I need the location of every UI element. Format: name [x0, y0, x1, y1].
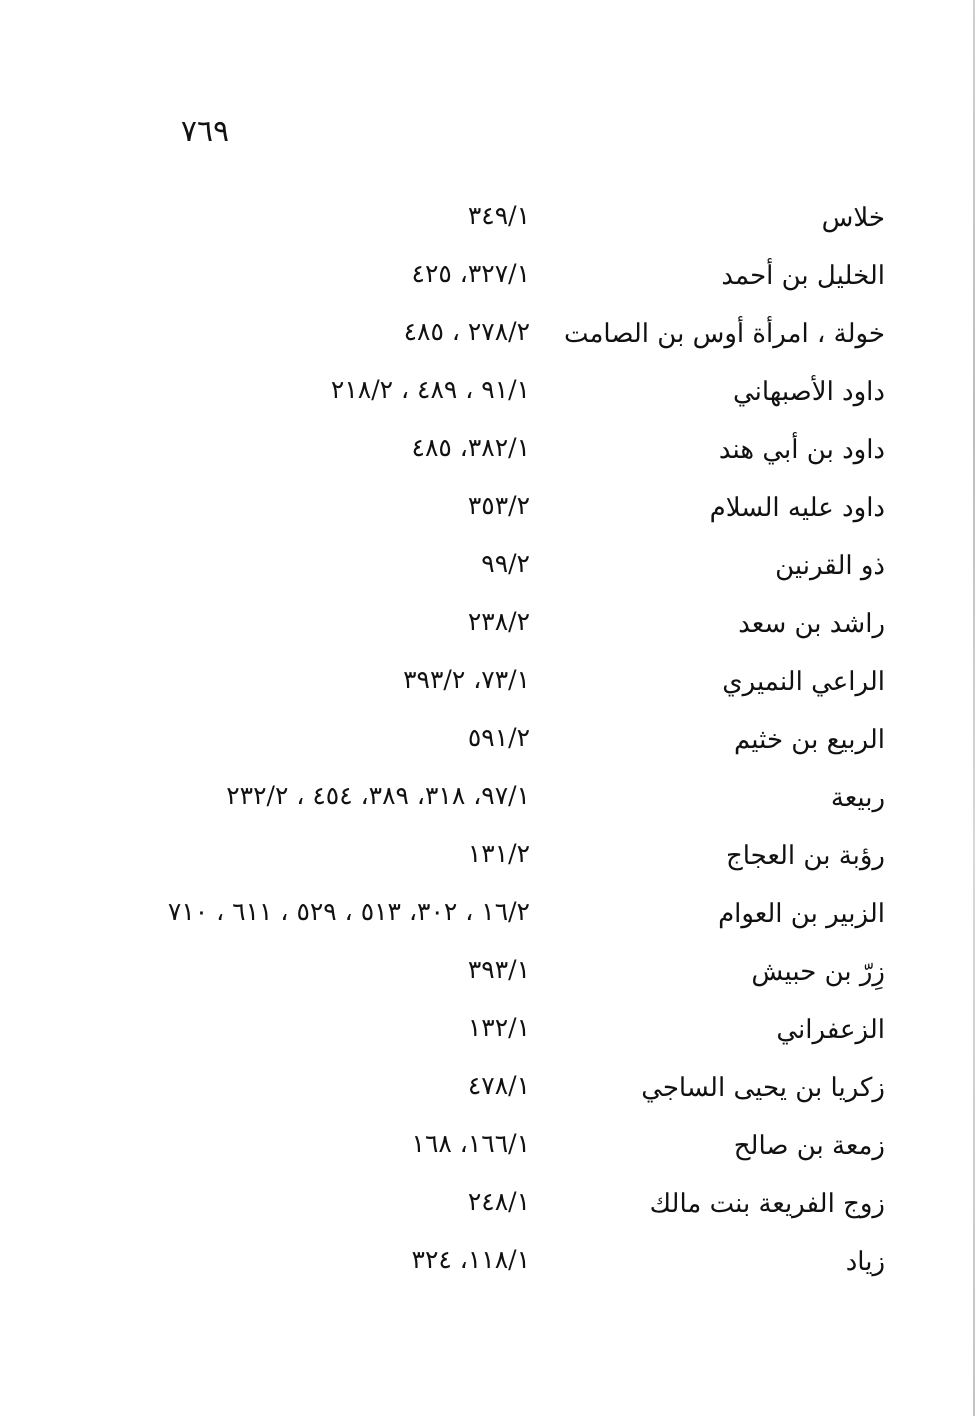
index-entry: [100, 770, 900, 828]
entry-refs: ٥٩١/٢: [467, 723, 530, 752]
entry-name: خلاس: [821, 203, 885, 233]
entry-refs: ٢٤٨/١: [467, 1187, 530, 1216]
entry-refs: ٩٧/١، ٣١٨، ٣٨٩، ٤٥٤ ، ٢٣٢/٢: [226, 781, 530, 810]
index-entry: [100, 1002, 900, 1060]
entry-name: ربيعة: [830, 783, 885, 813]
entry-name: رؤبة بن العجاج: [725, 841, 885, 871]
entry-name: داود الأصبهاني: [733, 377, 885, 407]
index-entry: [100, 712, 900, 770]
entry-refs: ٣٩٣/١: [467, 955, 530, 984]
entry-name: الخليل بن أحمد: [721, 261, 885, 291]
index-entry: [100, 944, 900, 1002]
entry-name: الربيع بن خثيم: [733, 725, 885, 755]
index-entry: [100, 1118, 900, 1176]
entry-refs: ١٦/٢ ، ٣٠٢، ٥١٣ ، ٥٢٩ ، ٦١١ ، ٧١٠: [167, 897, 530, 926]
entry-name: الراعي النميري: [722, 667, 885, 697]
entry-refs: ٣٨٢/١، ٤٨٥: [411, 433, 530, 462]
entry-name: زياد: [845, 1247, 885, 1277]
index-entry: [100, 1060, 900, 1118]
index-entry: [100, 886, 900, 944]
index-entry: [100, 422, 900, 480]
entry-name: زمعة بن صالح: [733, 1131, 885, 1161]
entry-name: ذو القرنين: [775, 551, 885, 581]
index-list: [100, 190, 900, 1292]
page-edge: [973, 0, 975, 1416]
entry-name: زِرّ بن حبيش: [751, 957, 885, 987]
index-entry: [100, 1176, 900, 1234]
entry-refs: ٣٥٣/٢: [467, 491, 530, 520]
index-entry: [100, 190, 900, 248]
entry-refs: ٣٤٩/١: [467, 201, 530, 230]
index-entry: [100, 654, 900, 712]
index-entry: [100, 480, 900, 538]
index-entry: [100, 364, 900, 422]
index-entry: [100, 306, 900, 364]
index-entry: [100, 1234, 900, 1292]
entry-refs: ٩٩/٢: [481, 549, 530, 578]
entry-name: راشد بن سعد: [738, 609, 885, 639]
entry-refs: ٢٧٨/٢ ، ٤٨٥: [403, 317, 530, 346]
page-number: ٧٦٩: [180, 114, 230, 149]
index-entry: [100, 248, 900, 306]
entry-name: داود بن أبي هند: [718, 435, 885, 465]
entry-refs: ٩١/١ ، ٤٨٩ ، ٢١٨/٢: [330, 375, 530, 404]
entry-name: زوج الفريعة بنت مالك: [649, 1189, 885, 1219]
entry-refs: ١٣٢/١: [467, 1013, 530, 1042]
entry-name: خولة ، امرأة أوس بن الصامت: [563, 319, 885, 349]
entry-name: الزبير بن العوام: [718, 899, 885, 929]
entry-refs: ٧٣/١، ٣٩٣/٢: [403, 665, 530, 694]
entry-refs: ١٣١/٢: [467, 839, 530, 868]
entry-refs: ٣٢٧/١، ٤٢٥: [411, 259, 530, 288]
index-entry: [100, 596, 900, 654]
entry-name: داود عليه السلام: [709, 493, 885, 523]
entry-refs: ٢٣٨/٢: [467, 607, 530, 636]
entry-refs: ١١٨/١، ٣٢٤: [411, 1245, 530, 1274]
entry-refs: ٤٧٨/١: [467, 1071, 530, 1100]
entry-refs: ١٦٦/١، ١٦٨: [411, 1129, 530, 1158]
index-entry: [100, 828, 900, 886]
entry-name: زكريا بن يحيى الساجي: [641, 1073, 885, 1103]
index-entry: [100, 538, 900, 596]
entry-name: الزعفراني: [776, 1015, 885, 1045]
